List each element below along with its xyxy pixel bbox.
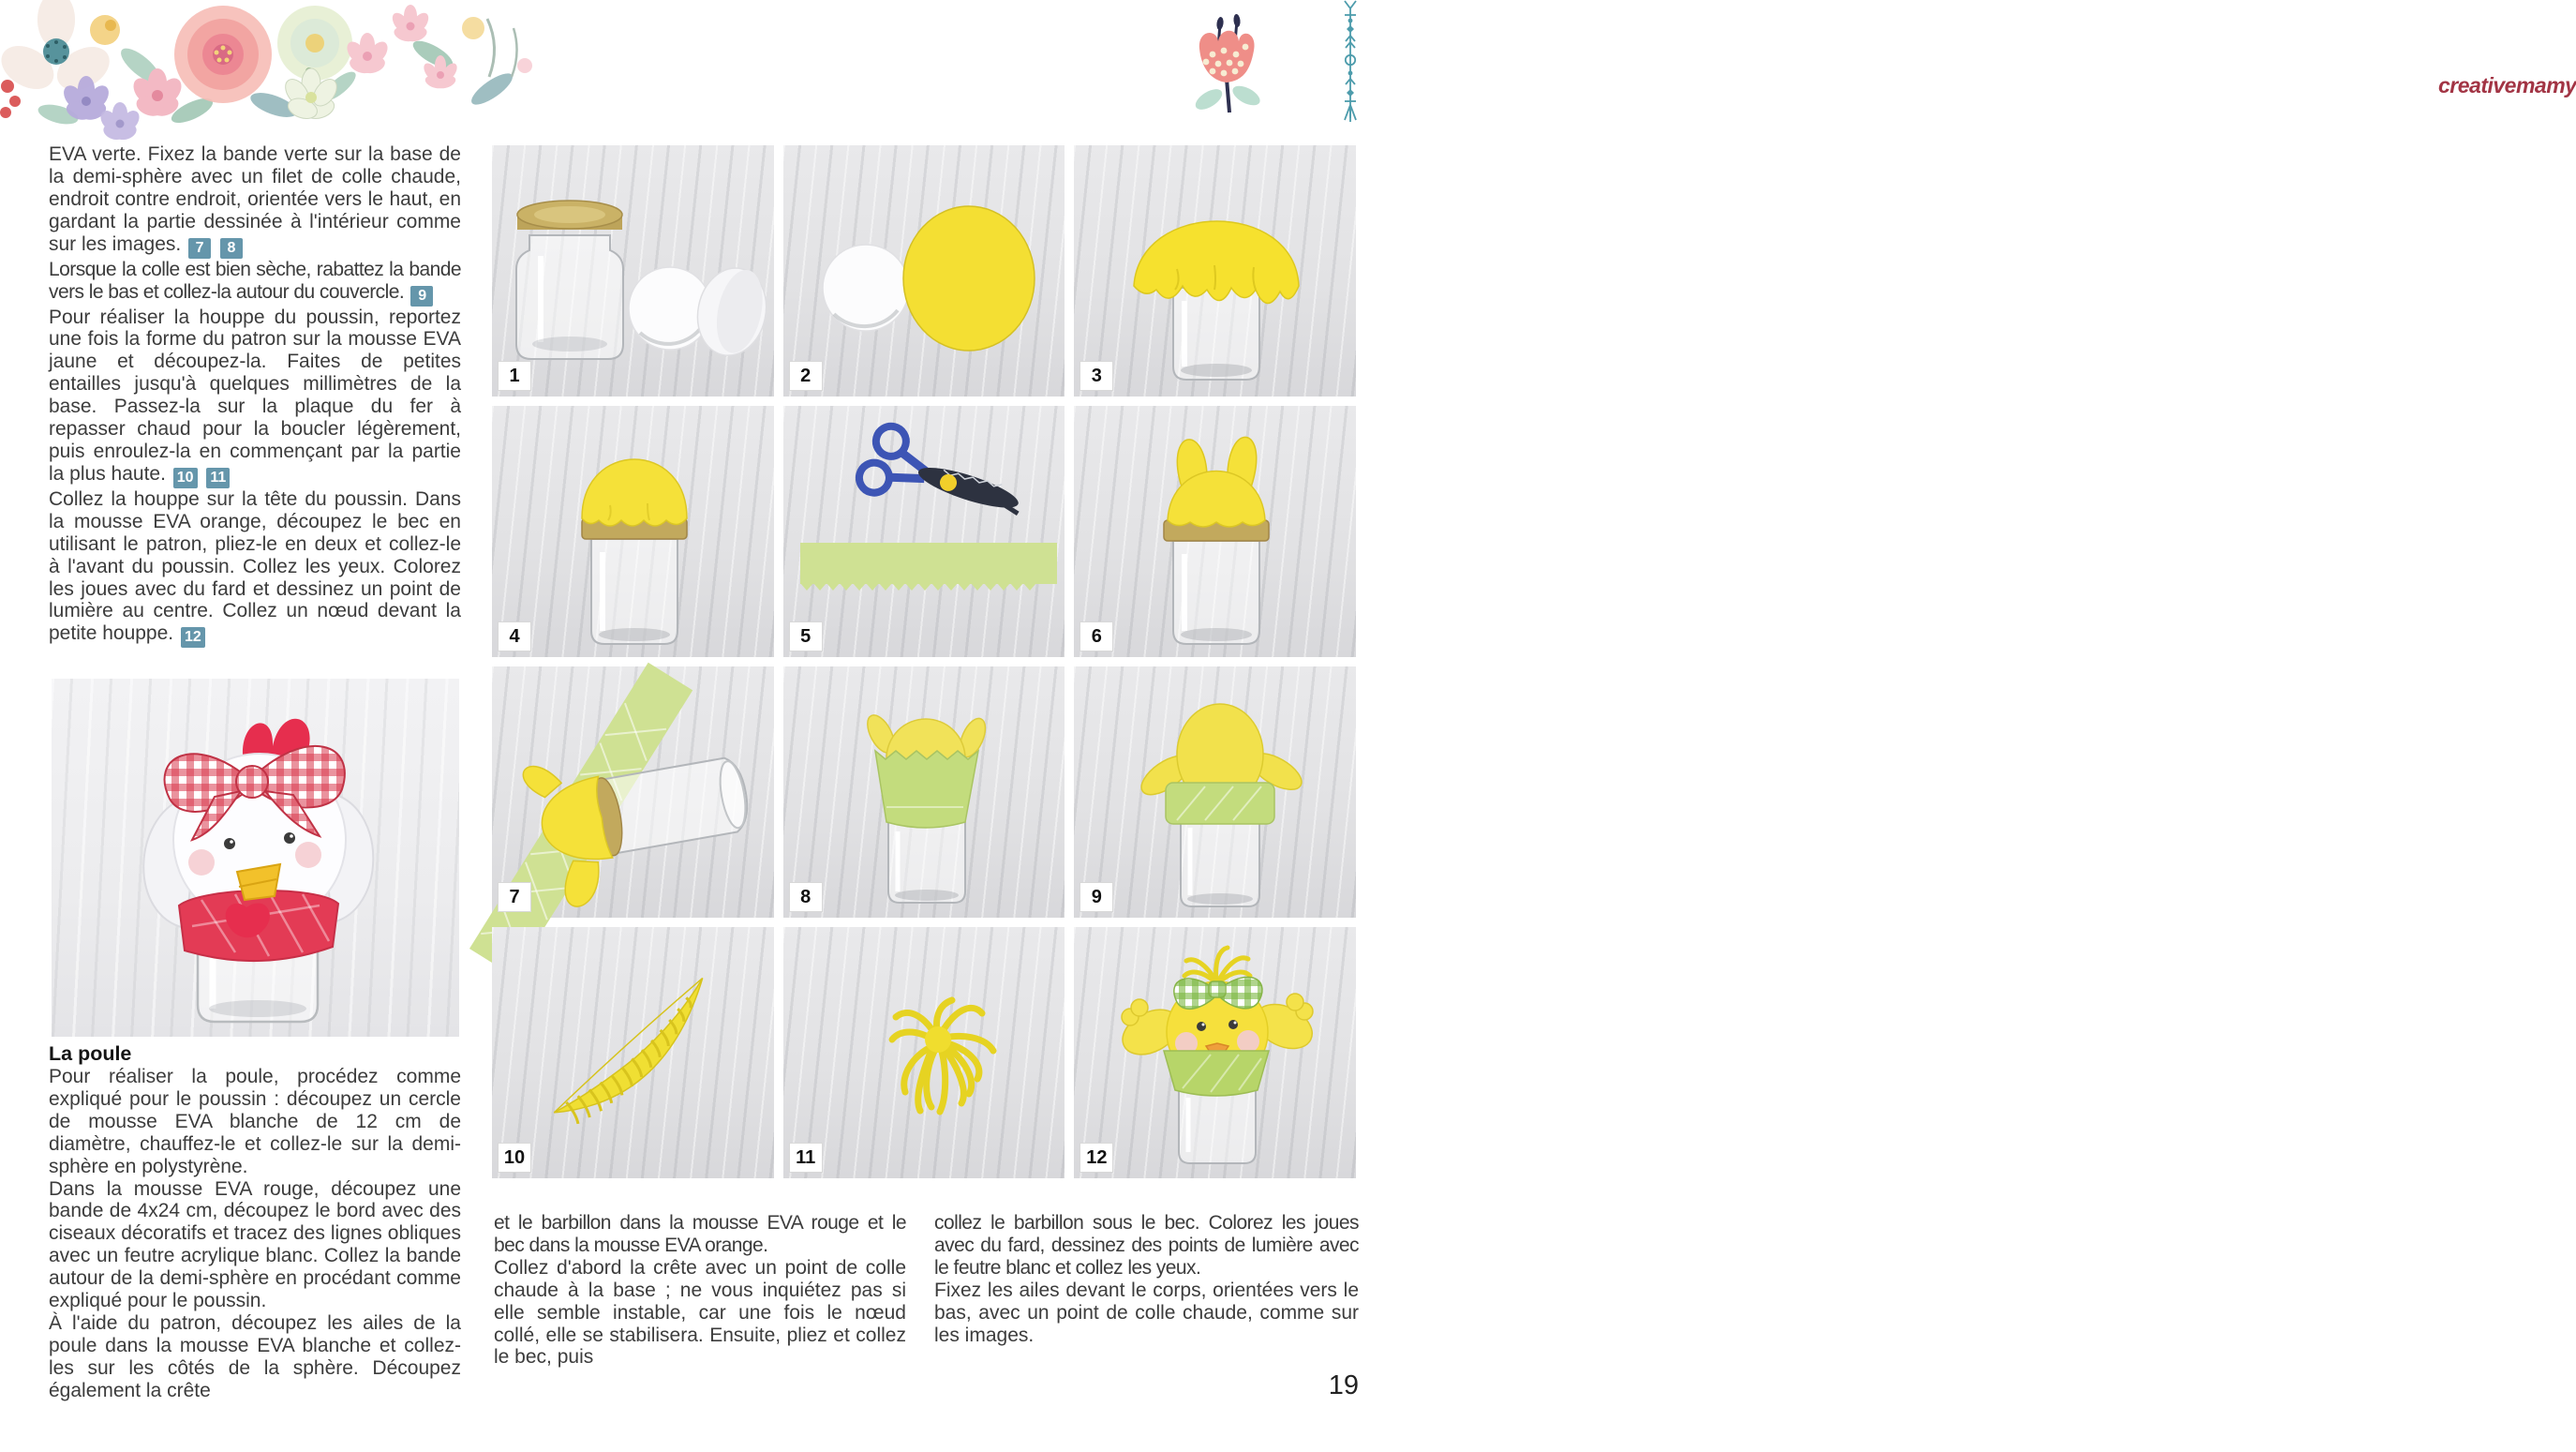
section-paragraph: À l'aide du patron, découpez les ailes de la poule dans la mousse EVA blanche et collez-les sur les côtés de la sphère. Découpez également la crête [49, 1311, 461, 1401]
step-ref-badge: 8 [220, 238, 243, 259]
continuation-paragraph: collez le barbillon sous le bec. Colorez les joues avec du fard, dessinez des points de lumière avec le feutre blanc et collez les yeux. [934, 1212, 1359, 1279]
step-photo-9 [1074, 666, 1356, 918]
photo-number-badge: 7 [499, 883, 530, 911]
step-photo-3 [1074, 145, 1356, 397]
photo-number-badge: 8 [790, 883, 822, 911]
continuation-column-right [934, 1212, 1359, 1346]
intro-text-column [49, 143, 461, 648]
step-photo-5 [783, 406, 1065, 657]
intro-paragraph: EVA verte. Fixez la bande verte sur la base de la demi-sphère avec un filet de colle chaude, endroit contre endroit, orientée vers le haut, en gardant la partie dessinée à l'intérieur comme sur les images. 7 8 [49, 143, 461, 259]
step-photo-11 [783, 927, 1065, 1178]
floral-illustration [0, 0, 562, 141]
photo-number-badge: 5 [790, 622, 822, 651]
step-photo-12 [1074, 927, 1356, 1178]
step-photo-2 [783, 145, 1065, 397]
hen-photo [52, 679, 459, 1037]
continuation-paragraph: Fixez les ailes devant le corps, orientées vers le bas, avec un point de colle chaude, comme sur les images. [934, 1279, 1359, 1346]
photo-number-badge: 3 [1080, 362, 1112, 390]
photo-number-badge: 11 [790, 1144, 822, 1172]
page-number: 19 [1328, 1370, 1359, 1400]
continuation-column-middle [494, 1212, 906, 1369]
step-photo-6 [1074, 406, 1356, 657]
section-paragraph: Pour réaliser la poule, procédez comme expliqué pour le poussin : découpez un cercle de mousse EVA blanche de 12 cm de diamètre, chauffez-le et collez-le sur la demi-sphère en polystyrène. [49, 1066, 461, 1177]
step-photo-8 [783, 666, 1065, 918]
continuation-paragraph: et le barbillon dans la mousse EVA rouge et le bec dans la mousse EVA orange. [494, 1212, 906, 1256]
step-ref-badge: 9 [410, 286, 433, 307]
section-paragraph: Dans la mousse EVA rouge, découpez une bande de 4x24 cm, découpez le bord avec des ciseaux décoratifs et tracez des lignes obliques avec un feutre acrylique blanc. Collez la bande autour de la demi-sphère en procédant comme expliqué pour le poussin. [49, 1177, 461, 1312]
brand-block [1190, 0, 2576, 131]
continuation-paragraph: Collez d'abord la crête avec un point de colle chaude à la base ; ne vous inquiétez pas si elle semble instable, car une fois le nœud collé, elle se stabilisera. Ensuite, pliez et collez le bec, puis [494, 1256, 906, 1369]
step-photo-7 [492, 666, 774, 918]
photo-number-badge: 4 [499, 622, 530, 651]
la-poule-section [49, 1042, 461, 1402]
intro-paragraph: Pour réaliser la houppe du poussin, reportez une fois la forme du patron sur la mousse EVA jaune et découpez-la. Faites de petites entailles jusqu'à quelques millimètres de la base. Passez-la sur la plaque du fer à repasser chaud pour la boucler légèrement, puis enroulez-la en commençant par la partie la plus haute. 10 11 [49, 307, 461, 488]
intro-paragraph: Lorsque la colle est bien sèche, rabattez la bande vers le bas et collez-la autour du couvercle. 9 [49, 259, 461, 307]
intro-paragraph: Collez la houppe sur la tête du poussin. Dans la mousse EVA orange, découpez le bec en utilisant le patron, pliez-le en deux et collez-le à l'avant du poussin. Collez les yeux. Colorez les joues avec du fard et dessinez un point de lumière au centre. Collez un nœud devant la petite houppe. 12 [49, 488, 461, 648]
ornament-chain-icon [1342, 0, 1359, 127]
photo-number-badge: 9 [1080, 883, 1112, 911]
step-ref-badge: 10 [173, 468, 198, 488]
step-ref-badge: 12 [181, 627, 205, 648]
step-photo-grid [492, 145, 1356, 1178]
brand-wordmark: creativemamy [2438, 73, 2576, 97]
section-heading: La poule [49, 1042, 132, 1065]
step-ref-badge: 7 [188, 238, 211, 259]
photo-number-badge: 6 [1080, 622, 1112, 651]
photo-number-badge: 2 [790, 362, 822, 390]
step-photo-4 [492, 406, 774, 657]
photo-number-badge: 1 [499, 362, 530, 390]
step-ref-badge: 11 [206, 468, 230, 488]
photo-number-badge: 12 [1080, 1144, 1112, 1172]
photo-number-badge: 10 [499, 1144, 530, 1172]
tulip-icon [1192, 17, 1259, 114]
step-photo-10 [492, 927, 774, 1178]
floral-decoration [0, 0, 562, 145]
step-photo-1 [492, 145, 774, 397]
